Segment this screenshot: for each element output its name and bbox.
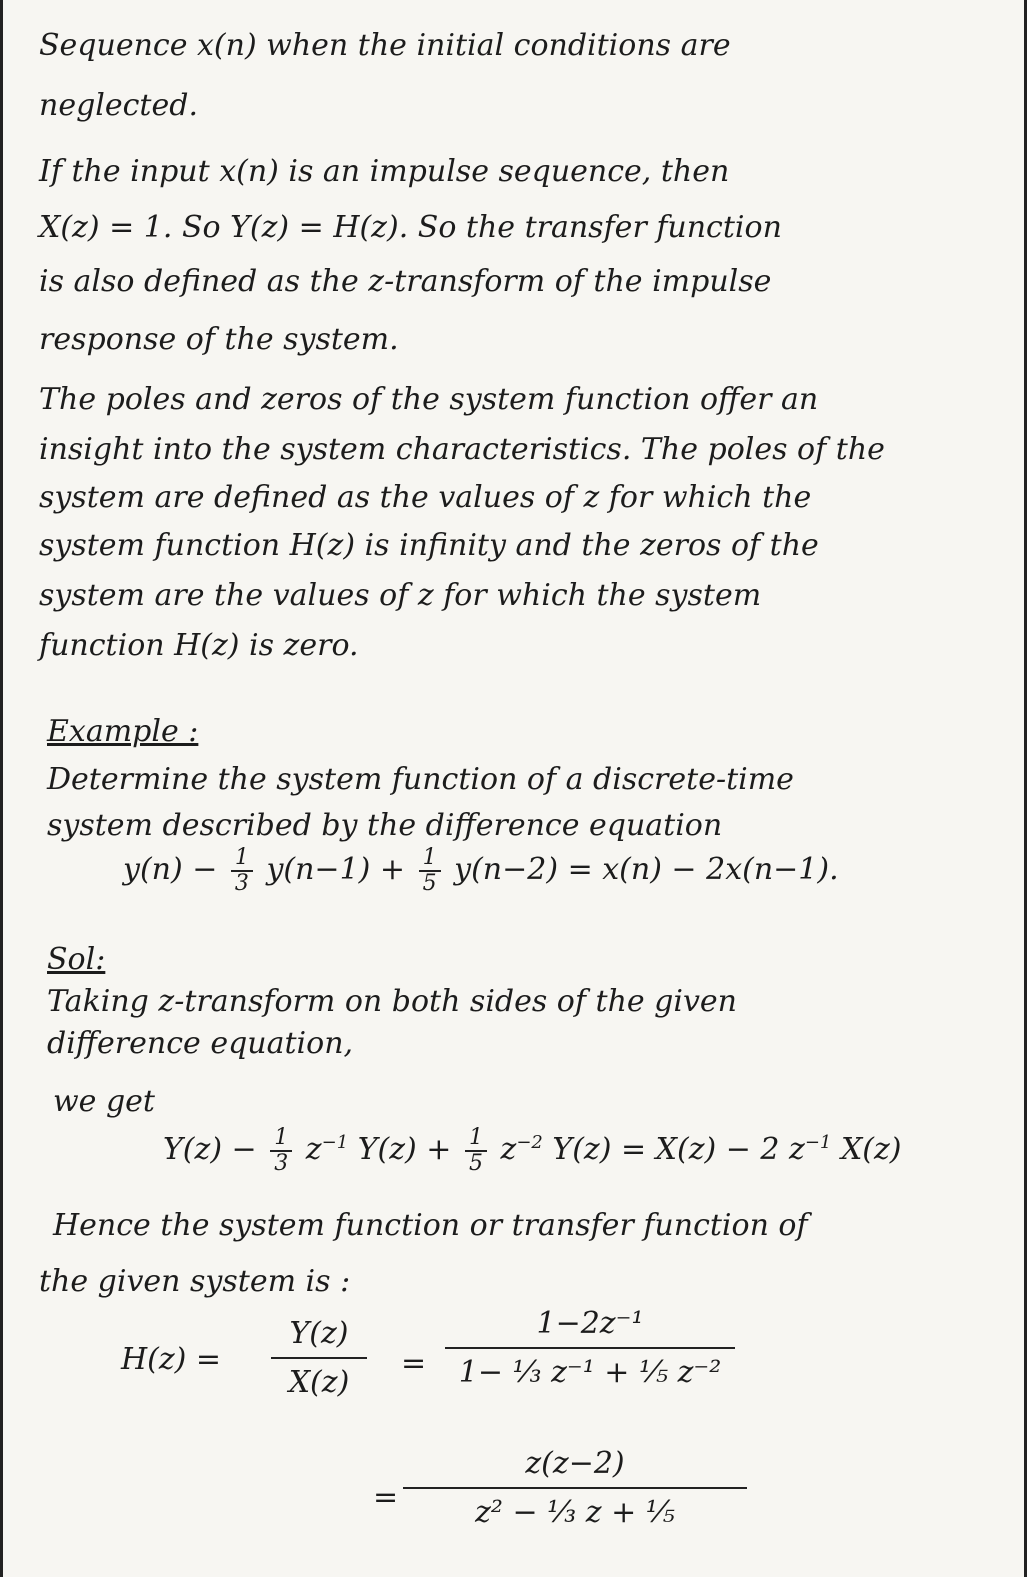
text-line: system described by the difference equation	[47, 808, 723, 843]
text-line: If the input x(n) is an impulse sequence, then	[39, 154, 730, 189]
equals-sign: =	[401, 1346, 427, 1381]
text-line: Determine the system function of a discrete-time	[47, 762, 794, 797]
text-line: X(z) = 1. So Y(z) = H(z). So the transfer function	[39, 210, 782, 245]
hz-expression-1: 1−2z⁻¹ 1− ⅓ z⁻¹ + ⅕ z⁻²	[445, 1306, 735, 1390]
text-line: neglected.	[39, 88, 198, 123]
text-line: insight into the system characteristics. The poles of the	[39, 432, 885, 467]
text-line: the given system is :	[39, 1264, 351, 1299]
text-line: function H(z) is zero.	[39, 628, 359, 663]
text-line: response of the system.	[39, 322, 399, 357]
transformed-equation: Y(z) − $\frac{1}{3}$ $z^{-1}$ Y(z) + $\frac{1}{5}$ $z^{-2}$ Y(z) = X(z) − 2 $z^{-1}$ X(z)	[163, 1125, 902, 1176]
text-line: is also defined as the z-transform of the impulse	[39, 264, 772, 299]
text-line: system function H(z) is infinity and the zeros of the	[39, 528, 819, 563]
hz-label: H(z) =	[121, 1342, 222, 1377]
text-line: Taking z-transform on both sides of the given	[47, 984, 737, 1019]
text-line: The poles and zeros of the system function offer an	[39, 382, 819, 417]
hz-ratio: Y(z) X(z)	[271, 1316, 367, 1400]
text-line: system are the values of z for which the system	[39, 578, 762, 613]
text-line: Sequence x(n) when the initial conditions are	[39, 28, 731, 63]
text-line: Hence the system function or transfer function of	[53, 1208, 808, 1243]
text-line: we get	[53, 1084, 155, 1119]
hz-expression-2: z(z−2) z² − ⅓ z + ⅕	[403, 1446, 747, 1530]
equals-sign: =	[373, 1480, 399, 1515]
example-heading: Example :	[47, 714, 199, 749]
difference-equation: y(n) − $\frac{1}{3}$ y(n−1) + $\frac{1}{5}$ y(n−2) = x(n) − 2x(n−1).	[123, 845, 839, 896]
solution-heading: Sol:	[47, 942, 106, 977]
text-line: system are defined as the values of z for which the	[39, 480, 812, 515]
text-line: difference equation,	[47, 1026, 354, 1061]
